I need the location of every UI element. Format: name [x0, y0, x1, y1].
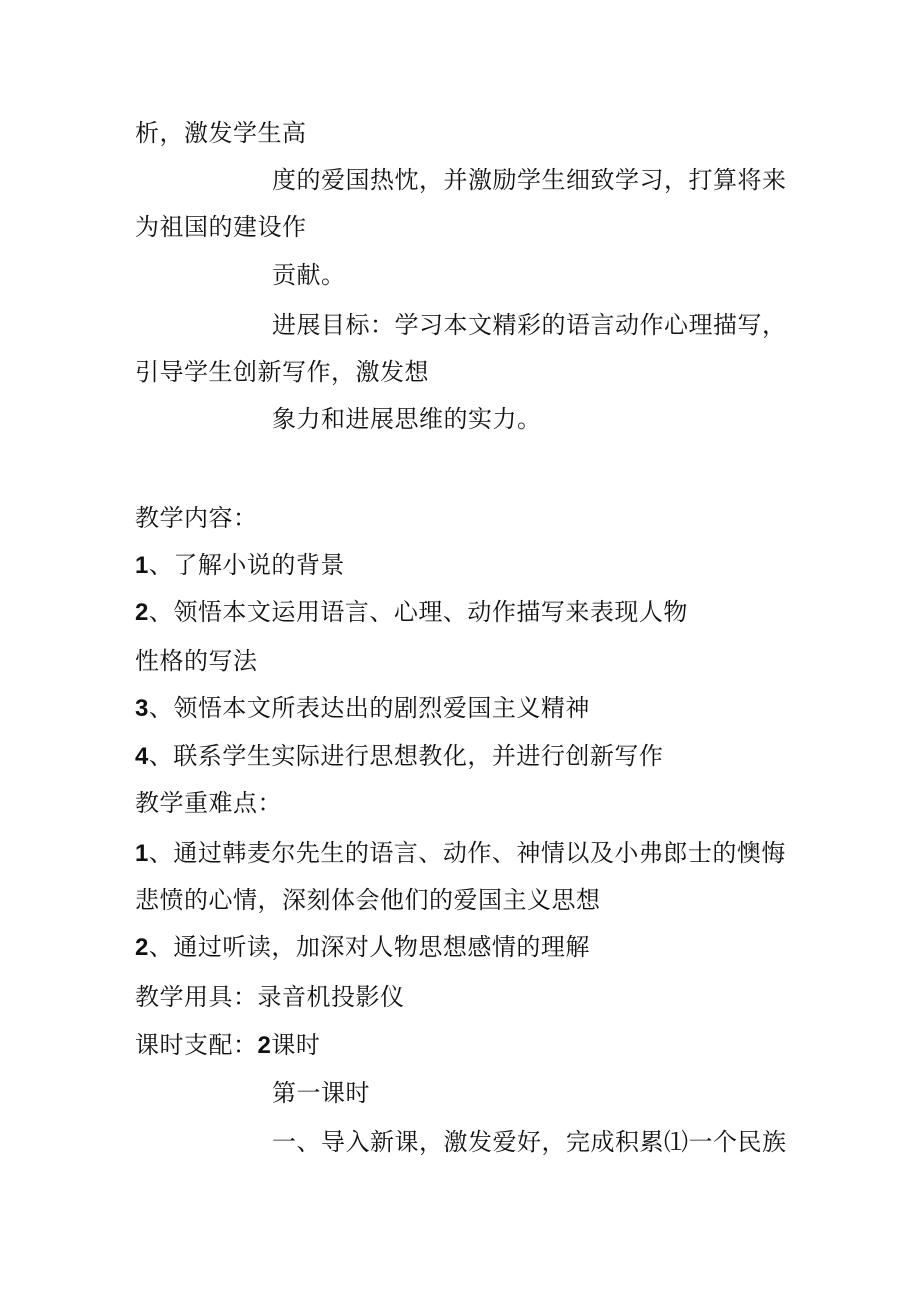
- item-text: 、通过听读，加深对人物思想感情的理解: [148, 933, 590, 961]
- content-item: [135, 550, 345, 581]
- item-text: 、了解小说的背景: [148, 551, 345, 579]
- item-text: 、领悟本文运用语言、心理、动作描写来表现人物: [148, 598, 688, 626]
- development-goal-line: 象力和进展思维的实力。: [272, 405, 542, 433]
- key-point-item: [135, 932, 590, 963]
- objective-text-line: 为祖国的建设作: [135, 213, 307, 241]
- schedule-line: [135, 1030, 320, 1061]
- schedule-label: 课时支配：: [135, 1031, 258, 1059]
- content-heading: 教学内容：: [135, 504, 258, 532]
- development-goal-line: 引导学生创新写作，激发想: [135, 358, 429, 386]
- schedule-unit: 课时: [271, 1031, 321, 1059]
- item-text: 悲愤的心情，深刻体会他们的爱国主义思想: [135, 886, 601, 914]
- item-text: 、通过韩麦尔先生的语言、动作、神情以及小弗郎士的懊悔: [148, 839, 786, 867]
- item-number: 1: [135, 840, 149, 867]
- item-text: 、领悟本文所表达出的剧烈爱国主义精神: [148, 694, 590, 722]
- key-points-heading: 教学重难点：: [135, 789, 282, 817]
- item-text: 性格的写法: [135, 647, 258, 675]
- item-number: 2: [135, 934, 149, 961]
- objective-text-line: 析，激发学生高: [135, 119, 307, 147]
- lesson-title: 第一课时: [272, 1079, 370, 1107]
- key-point-item: [135, 838, 786, 869]
- content-item: [135, 597, 688, 628]
- item-number: 1: [135, 552, 149, 579]
- content-item: [135, 646, 258, 676]
- content-item: [135, 741, 663, 772]
- lesson-step: 一、导入新课，激发爱好，完成积累⑴一个民族: [272, 1128, 787, 1156]
- item-text: 、联系学生实际进行思想教化，并进行创新写作: [148, 742, 664, 770]
- teaching-tools: 教学用具：录音机投影仪: [135, 983, 405, 1011]
- objective-text-line: 度的爱国热忱，并激励学生细致学习，打算将来: [272, 166, 787, 194]
- schedule-number: 2: [257, 1032, 272, 1059]
- key-point-item: [135, 885, 601, 915]
- content-item: [135, 693, 590, 724]
- development-goal-line: 进展目标：学习本文精彩的语言动作心理描写，: [272, 311, 787, 339]
- item-number: 3: [135, 695, 149, 722]
- item-number: 2: [135, 599, 149, 626]
- item-number: 4: [135, 743, 149, 770]
- objective-text-line: 贡献。: [272, 261, 346, 289]
